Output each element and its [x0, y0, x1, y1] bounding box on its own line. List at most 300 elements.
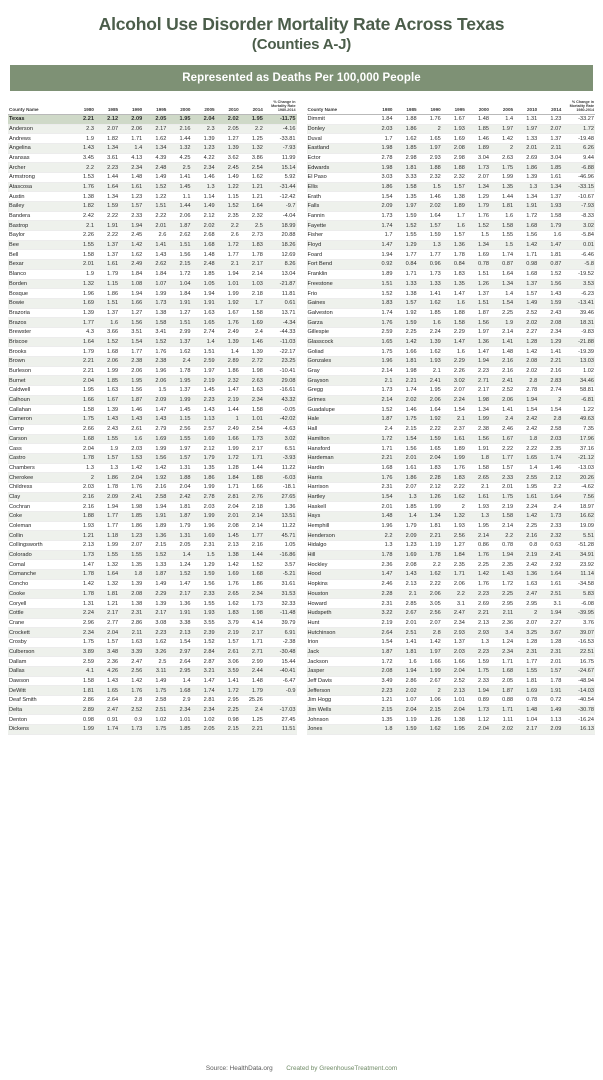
year-value-cell: 1.99 [71, 725, 95, 735]
year-value-cell: 2.02 [490, 725, 514, 735]
year-value-cell: 2.47 [442, 608, 466, 618]
year-value-cell: 2.07 [466, 172, 490, 182]
county-name-cell: Hartley [307, 492, 370, 502]
year-value-cell: 2.03 [369, 124, 393, 134]
year-value-cell: 2.06 [119, 124, 143, 134]
year-value-cell: 1.23 [191, 143, 215, 153]
year-value-cell: 1.95 [442, 725, 466, 735]
year-value-cell: 1.71 [240, 637, 264, 647]
year-value-cell: 1.82 [95, 134, 119, 144]
year-value-cell: 1.87 [369, 415, 393, 425]
year-value-cell: 2.43 [538, 308, 562, 318]
year-value-cell: 1.91 [514, 202, 538, 212]
table-row [307, 667, 596, 677]
year-value-cell: 2.79 [143, 424, 167, 434]
year-value-cell: 1.33 [418, 279, 442, 289]
year-value-cell: 1.3 [393, 492, 417, 502]
year-value-cell: 2.03 [191, 502, 215, 512]
year-value-cell: 1.58 [490, 512, 514, 522]
table-row [8, 570, 297, 580]
year-value-cell: 1.33 [143, 560, 167, 570]
table-row [307, 473, 596, 483]
table-row [307, 512, 596, 522]
pct-change-cell: 32.33 [264, 599, 297, 609]
year-value-cell: 1.44 [240, 463, 264, 473]
year-value-cell: 1.39 [514, 172, 538, 182]
year-value-cell: 1.49 [216, 172, 240, 182]
county-name-cell: Deaf Smith [8, 696, 71, 706]
table-row [8, 608, 297, 618]
year-value-cell: 1.8 [514, 434, 538, 444]
year-value-cell: 1.54 [490, 298, 514, 308]
year-value-cell: 1.71 [369, 444, 393, 454]
year-value-cell: 0.96 [418, 260, 442, 270]
pct-change-cell: 0.61 [264, 298, 297, 308]
year-value-cell: 1.46 [240, 337, 264, 347]
year-value-cell: 1.68 [71, 434, 95, 444]
year-value-cell: 2.16 [538, 366, 562, 376]
year-value-cell: 1.47 [167, 579, 191, 589]
county-name-cell: Bandera [8, 211, 71, 221]
pct-change-cell: -21.87 [264, 279, 297, 289]
year-value-cell: 1.81 [514, 676, 538, 686]
year-value-cell: 1.98 [240, 366, 264, 376]
year-value-cell: 2.24 [418, 327, 442, 337]
year-value-cell: 2.52 [490, 386, 514, 396]
year-value-cell: 1.7 [240, 298, 264, 308]
pct-change-cell: 27.65 [264, 492, 297, 502]
year-value-cell: 4.39 [143, 153, 167, 163]
year-value-cell: 2.1 [418, 366, 442, 376]
year-value-cell: 2.8 [418, 628, 442, 638]
pct-change-cell: -2.38 [264, 637, 297, 647]
year-value-cell: 1.69 [393, 550, 417, 560]
year-value-cell: 2.01 [71, 260, 95, 270]
table-row [8, 308, 297, 318]
year-value-cell: 3.41 [143, 327, 167, 337]
year-value-cell: 3.49 [369, 676, 393, 686]
year-value-cell: 1.68 [167, 686, 191, 696]
year-value-cell: 2.1 [216, 260, 240, 270]
year-value-cell: 1.79 [71, 347, 95, 357]
county-name-cell: Culberson [8, 647, 71, 657]
year-value-cell: 2.71 [466, 376, 490, 386]
pct-change-cell: -16.86 [264, 550, 297, 560]
right-table-body [307, 114, 596, 734]
pct-change-cell: 20.26 [562, 473, 595, 483]
year-value-cell: 2.34 [538, 327, 562, 337]
county-name-cell: Hardin [307, 463, 370, 473]
year-value-cell: 1.87 [167, 512, 191, 522]
year-value-cell: 2.2 [369, 531, 393, 541]
year-value-cell: 1.99 [191, 482, 215, 492]
year-value-cell: 2.08 [393, 560, 417, 570]
year-value-cell: 1.29 [393, 240, 417, 250]
year-value-cell: 1.51 [167, 318, 191, 328]
col-1990: 1990 [119, 99, 143, 115]
year-value-cell: 3.67 [538, 628, 562, 638]
header-row [8, 99, 297, 115]
pct-change-cell: -6.03 [264, 473, 297, 483]
year-value-cell: 1.48 [191, 250, 215, 260]
year-value-cell: 1.57 [442, 231, 466, 241]
year-value-cell: 2.34 [490, 647, 514, 657]
year-value-cell: 1.94 [466, 686, 490, 696]
year-value-cell: 2.16 [514, 531, 538, 541]
pct-change-cell: -42.02 [264, 415, 297, 425]
year-value-cell: 1.42 [119, 463, 143, 473]
year-value-cell: 1.6 [442, 221, 466, 231]
table-row [307, 415, 596, 425]
year-value-cell: 1.04 [514, 715, 538, 725]
year-value-cell: 3.89 [71, 647, 95, 657]
year-value-cell: 1.75 [143, 725, 167, 735]
year-value-cell: 1.14 [191, 192, 215, 202]
col-2014: 2014 [538, 99, 562, 115]
year-value-cell: 2.16 [490, 366, 514, 376]
year-value-cell: 2.06 [442, 579, 466, 589]
year-value-cell: 2.41 [538, 550, 562, 560]
year-value-cell: 2.2 [240, 124, 264, 134]
year-value-cell: 1.77 [95, 512, 119, 522]
year-value-cell: 2.12 [191, 444, 215, 454]
table-row [307, 357, 596, 367]
year-value-cell: 1.59 [538, 298, 562, 308]
year-value-cell: 1.62 [216, 599, 240, 609]
year-value-cell: 1.85 [393, 143, 417, 153]
year-value-cell: 1.75 [143, 686, 167, 696]
year-value-cell: 2.31 [119, 608, 143, 618]
year-value-cell: 1.47 [442, 289, 466, 299]
year-value-cell: 1.99 [167, 395, 191, 405]
year-value-cell: 1.51 [466, 298, 490, 308]
county-name-cell: Gaines [307, 298, 370, 308]
right-table-head [307, 99, 596, 115]
year-value-cell: 1.4 [191, 337, 215, 347]
year-value-cell: 1.21 [240, 182, 264, 192]
pct-change-cell: 11.22 [264, 463, 297, 473]
county-name-cell: Jefferson [307, 686, 370, 696]
year-value-cell: 1.49 [514, 298, 538, 308]
county-name-cell: Comal [8, 560, 71, 570]
year-value-cell: 1.43 [538, 289, 562, 299]
table-row [307, 143, 596, 153]
year-value-cell: 1.39 [119, 579, 143, 589]
year-value-cell: 3.66 [95, 327, 119, 337]
pct-change-cell: -24.67 [562, 667, 595, 677]
year-value-cell: 1.85 [119, 512, 143, 522]
county-name-cell: Crosby [8, 637, 71, 647]
year-value-cell: 1.44 [240, 550, 264, 560]
year-value-cell: 1.41 [393, 637, 417, 647]
year-value-cell: 2.98 [442, 153, 466, 163]
county-name-cell: Hopkins [307, 579, 370, 589]
year-value-cell: 2.07 [442, 386, 466, 396]
year-value-cell: 2.16 [240, 541, 264, 551]
county-name-cell: Hidalgo [307, 541, 370, 551]
year-value-cell: 2.93 [466, 628, 490, 638]
county-name-cell: Armstrong [8, 172, 71, 182]
year-value-cell: 2.2 [216, 221, 240, 231]
county-name-cell: Frio [307, 289, 370, 299]
year-value-cell: 2.83 [538, 376, 562, 386]
year-value-cell: 2.02 [514, 366, 538, 376]
year-value-cell: 2.26 [442, 366, 466, 376]
year-value-cell: 1.56 [191, 579, 215, 589]
county-name-cell: Floyd [307, 240, 370, 250]
year-value-cell: 1.52 [240, 560, 264, 570]
year-value-cell: 1.34 [95, 192, 119, 202]
pct-change-cell: 16.75 [562, 657, 595, 667]
year-value-cell: 2.06 [95, 357, 119, 367]
year-value-cell: 1.74 [369, 308, 393, 318]
year-value-cell: 2.85 [393, 599, 417, 609]
year-value-cell: 1.52 [538, 269, 562, 279]
year-value-cell: 2.06 [143, 376, 167, 386]
table-row [8, 647, 297, 657]
year-value-cell: 2.58 [143, 492, 167, 502]
table-row [8, 444, 297, 454]
year-value-cell: 1.35 [442, 279, 466, 289]
year-value-cell: 2.25 [514, 521, 538, 531]
year-value-cell: 1.37 [95, 240, 119, 250]
pct-change-cell: 39.07 [562, 628, 595, 638]
year-value-cell: 2.64 [167, 657, 191, 667]
year-value-cell: 2.32 [442, 172, 466, 182]
year-value-cell: 2.23 [95, 163, 119, 173]
year-value-cell: 1 [216, 415, 240, 425]
year-value-cell: 1.57 [490, 463, 514, 473]
year-value-cell: 2.38 [119, 357, 143, 367]
year-value-cell: 2.27 [538, 618, 562, 628]
year-value-cell: 1.68 [95, 347, 119, 357]
year-value-cell: 1.34 [490, 279, 514, 289]
year-value-cell: 1.48 [119, 172, 143, 182]
year-value-cell: 2.2 [71, 163, 95, 173]
table-row [307, 696, 596, 706]
year-value-cell: 1.32 [442, 512, 466, 522]
year-value-cell: 1.76 [71, 182, 95, 192]
county-name-cell: El Paso [307, 172, 370, 182]
year-value-cell: 1.74 [490, 250, 514, 260]
table-row [307, 579, 596, 589]
pct-change-cell: -4.63 [264, 424, 297, 434]
year-value-cell: 2.54 [240, 163, 264, 173]
year-value-cell: 2.78 [514, 386, 538, 396]
year-value-cell: 1.95 [240, 114, 264, 124]
year-value-cell: 1.8 [369, 725, 393, 735]
year-value-cell: 1.86 [369, 182, 393, 192]
pct-change-cell: -40.54 [562, 696, 595, 706]
pct-change-cell: -6.08 [562, 599, 595, 609]
year-value-cell: 2.42 [71, 211, 95, 221]
col-1985: 1985 [95, 99, 119, 115]
year-value-cell: 1.43 [143, 415, 167, 425]
pct-change-cell: -6.23 [562, 289, 595, 299]
year-value-cell: 1.98 [369, 143, 393, 153]
year-value-cell: 2.99 [167, 327, 191, 337]
year-value-cell: 0.88 [490, 696, 514, 706]
year-value-cell: 2.01 [514, 143, 538, 153]
pct-change-cell: 7.35 [562, 424, 595, 434]
page-title-line2: (Counties A-J) [251, 35, 352, 53]
year-value-cell: 2 [538, 395, 562, 405]
year-value-cell: 2.6 [143, 231, 167, 241]
year-value-cell: 1.39 [216, 337, 240, 347]
year-value-cell: 1.86 [95, 289, 119, 299]
year-value-cell: 1.73 [369, 386, 393, 396]
year-value-cell: 1.97 [191, 366, 215, 376]
col-2000: 2000 [167, 99, 191, 115]
year-value-cell: 2.19 [514, 550, 538, 560]
table-row [8, 589, 297, 599]
year-value-cell: 1.22 [216, 182, 240, 192]
year-value-cell: 1.72 [490, 579, 514, 589]
year-value-cell: 1.31 [514, 114, 538, 124]
year-value-cell: 1.39 [216, 143, 240, 153]
pct-change-cell: 13.51 [264, 512, 297, 522]
year-value-cell: 1.74 [191, 686, 215, 696]
year-value-cell: 2.78 [191, 492, 215, 502]
county-name-cell: Coryell [8, 599, 71, 609]
pct-change-cell: -33.27 [562, 114, 595, 124]
table-row [8, 163, 297, 173]
year-value-cell: 1.69 [143, 434, 167, 444]
year-value-cell: 2.06 [167, 211, 191, 221]
year-value-cell: 1.66 [442, 657, 466, 667]
county-name-cell: Childress [8, 482, 71, 492]
pct-change-cell: 17.96 [562, 434, 595, 444]
county-name-cell: Guadalupe [307, 405, 370, 415]
year-value-cell: 1.76 [369, 318, 393, 328]
year-value-cell: 2.89 [216, 357, 240, 367]
pct-change-cell: -8.33 [562, 211, 595, 221]
year-value-cell: 1.15 [216, 192, 240, 202]
pct-change-cell: -16.61 [264, 386, 297, 396]
year-value-cell: 2.48 [143, 163, 167, 173]
year-value-cell: 1.38 [216, 550, 240, 560]
pct-change-cell: 1.36 [264, 502, 297, 512]
year-value-cell: 2.07 [393, 482, 417, 492]
year-value-cell: 1.81 [490, 202, 514, 212]
year-value-cell: 1.41 [167, 172, 191, 182]
county-name-cell: Duval [307, 134, 370, 144]
year-value-cell: 2.04 [216, 502, 240, 512]
year-value-cell: 1.84 [167, 289, 191, 299]
county-name-cell: Grimes [307, 395, 370, 405]
year-value-cell: 1.21 [71, 531, 95, 541]
year-value-cell: 1.74 [95, 725, 119, 735]
pct-change-cell: 23.92 [562, 560, 595, 570]
year-value-cell: 0.84 [393, 260, 417, 270]
table-row [307, 541, 596, 551]
year-value-cell: 2.04 [95, 628, 119, 638]
year-value-cell: 2.08 [369, 667, 393, 677]
year-value-cell: 2.33 [119, 211, 143, 221]
year-value-cell: 1.43 [191, 405, 215, 415]
year-value-cell: 2.11 [119, 628, 143, 638]
year-value-cell: 2.59 [369, 327, 393, 337]
table-row [307, 715, 596, 725]
county-name-cell: Cottle [8, 608, 71, 618]
year-value-cell: 1.96 [71, 289, 95, 299]
year-value-cell: 2.44 [240, 667, 264, 677]
year-value-cell: 2.34 [167, 705, 191, 715]
year-value-cell: 1.52 [369, 289, 393, 299]
table-row [8, 492, 297, 502]
footer [0, 1059, 603, 1080]
year-value-cell: 1.69 [71, 298, 95, 308]
year-value-cell: 1.63 [514, 579, 538, 589]
table-row [307, 114, 596, 124]
year-value-cell: 1.76 [466, 211, 490, 221]
table-row [307, 686, 596, 696]
year-value-cell: 1.49 [143, 676, 167, 686]
county-name-cell: Bell [8, 250, 71, 260]
pct-change-cell: -11.75 [264, 114, 297, 124]
pct-change-cell: -33.81 [264, 134, 297, 144]
county-name-cell: Hunt [307, 618, 370, 628]
year-value-cell: 2.1 [393, 589, 417, 599]
year-value-cell: 1.42 [514, 512, 538, 522]
year-value-cell: 1.87 [167, 221, 191, 231]
year-value-cell: 1.72 [369, 657, 393, 667]
table-row [8, 424, 297, 434]
pct-change-cell: -34.58 [562, 579, 595, 589]
year-value-cell: 1.62 [119, 250, 143, 260]
pct-change-cell: 1.05 [264, 541, 297, 551]
year-value-cell: 2.17 [466, 386, 490, 396]
year-value-cell: 1.64 [240, 202, 264, 212]
year-value-cell: 1.92 [418, 415, 442, 425]
year-value-cell: 2.04 [71, 444, 95, 454]
pct-change-cell: -30.48 [264, 647, 297, 657]
year-value-cell: 1.28 [216, 463, 240, 473]
year-value-cell: 2 [71, 473, 95, 483]
year-value-cell: 1.76 [418, 114, 442, 124]
year-value-cell: 1.87 [143, 570, 167, 580]
year-value-cell: 2.15 [216, 725, 240, 735]
county-name-cell: Castro [8, 453, 71, 463]
year-value-cell: 3.62 [216, 153, 240, 163]
year-value-cell: 1.96 [143, 366, 167, 376]
year-value-cell: 1.7 [442, 211, 466, 221]
year-value-cell: 1.58 [393, 182, 417, 192]
pct-change-cell: -33.15 [562, 182, 595, 192]
year-value-cell: 1.81 [418, 521, 442, 531]
year-value-cell: 2.98 [393, 153, 417, 163]
table-row [307, 269, 596, 279]
year-value-cell: 2.29 [442, 357, 466, 367]
year-value-cell: 1.99 [418, 667, 442, 677]
year-value-cell: 2.47 [119, 657, 143, 667]
year-value-cell: 1.47 [369, 570, 393, 580]
table-row [8, 376, 297, 386]
year-value-cell: 1.99 [143, 289, 167, 299]
pct-change-cell: 22.51 [562, 647, 595, 657]
year-value-cell: 1.55 [514, 667, 538, 677]
year-value-cell: 2.39 [191, 628, 215, 638]
year-value-cell: 1.37 [95, 250, 119, 260]
year-value-cell: 1.53 [71, 172, 95, 182]
table-row [8, 269, 297, 279]
year-value-cell: 1.84 [119, 269, 143, 279]
year-value-cell: 1.02 [143, 715, 167, 725]
year-value-cell: 1.37 [466, 289, 490, 299]
year-value-cell: 1.87 [119, 395, 143, 405]
year-value-cell: 1.91 [167, 298, 191, 308]
year-value-cell: 2.06 [418, 395, 442, 405]
